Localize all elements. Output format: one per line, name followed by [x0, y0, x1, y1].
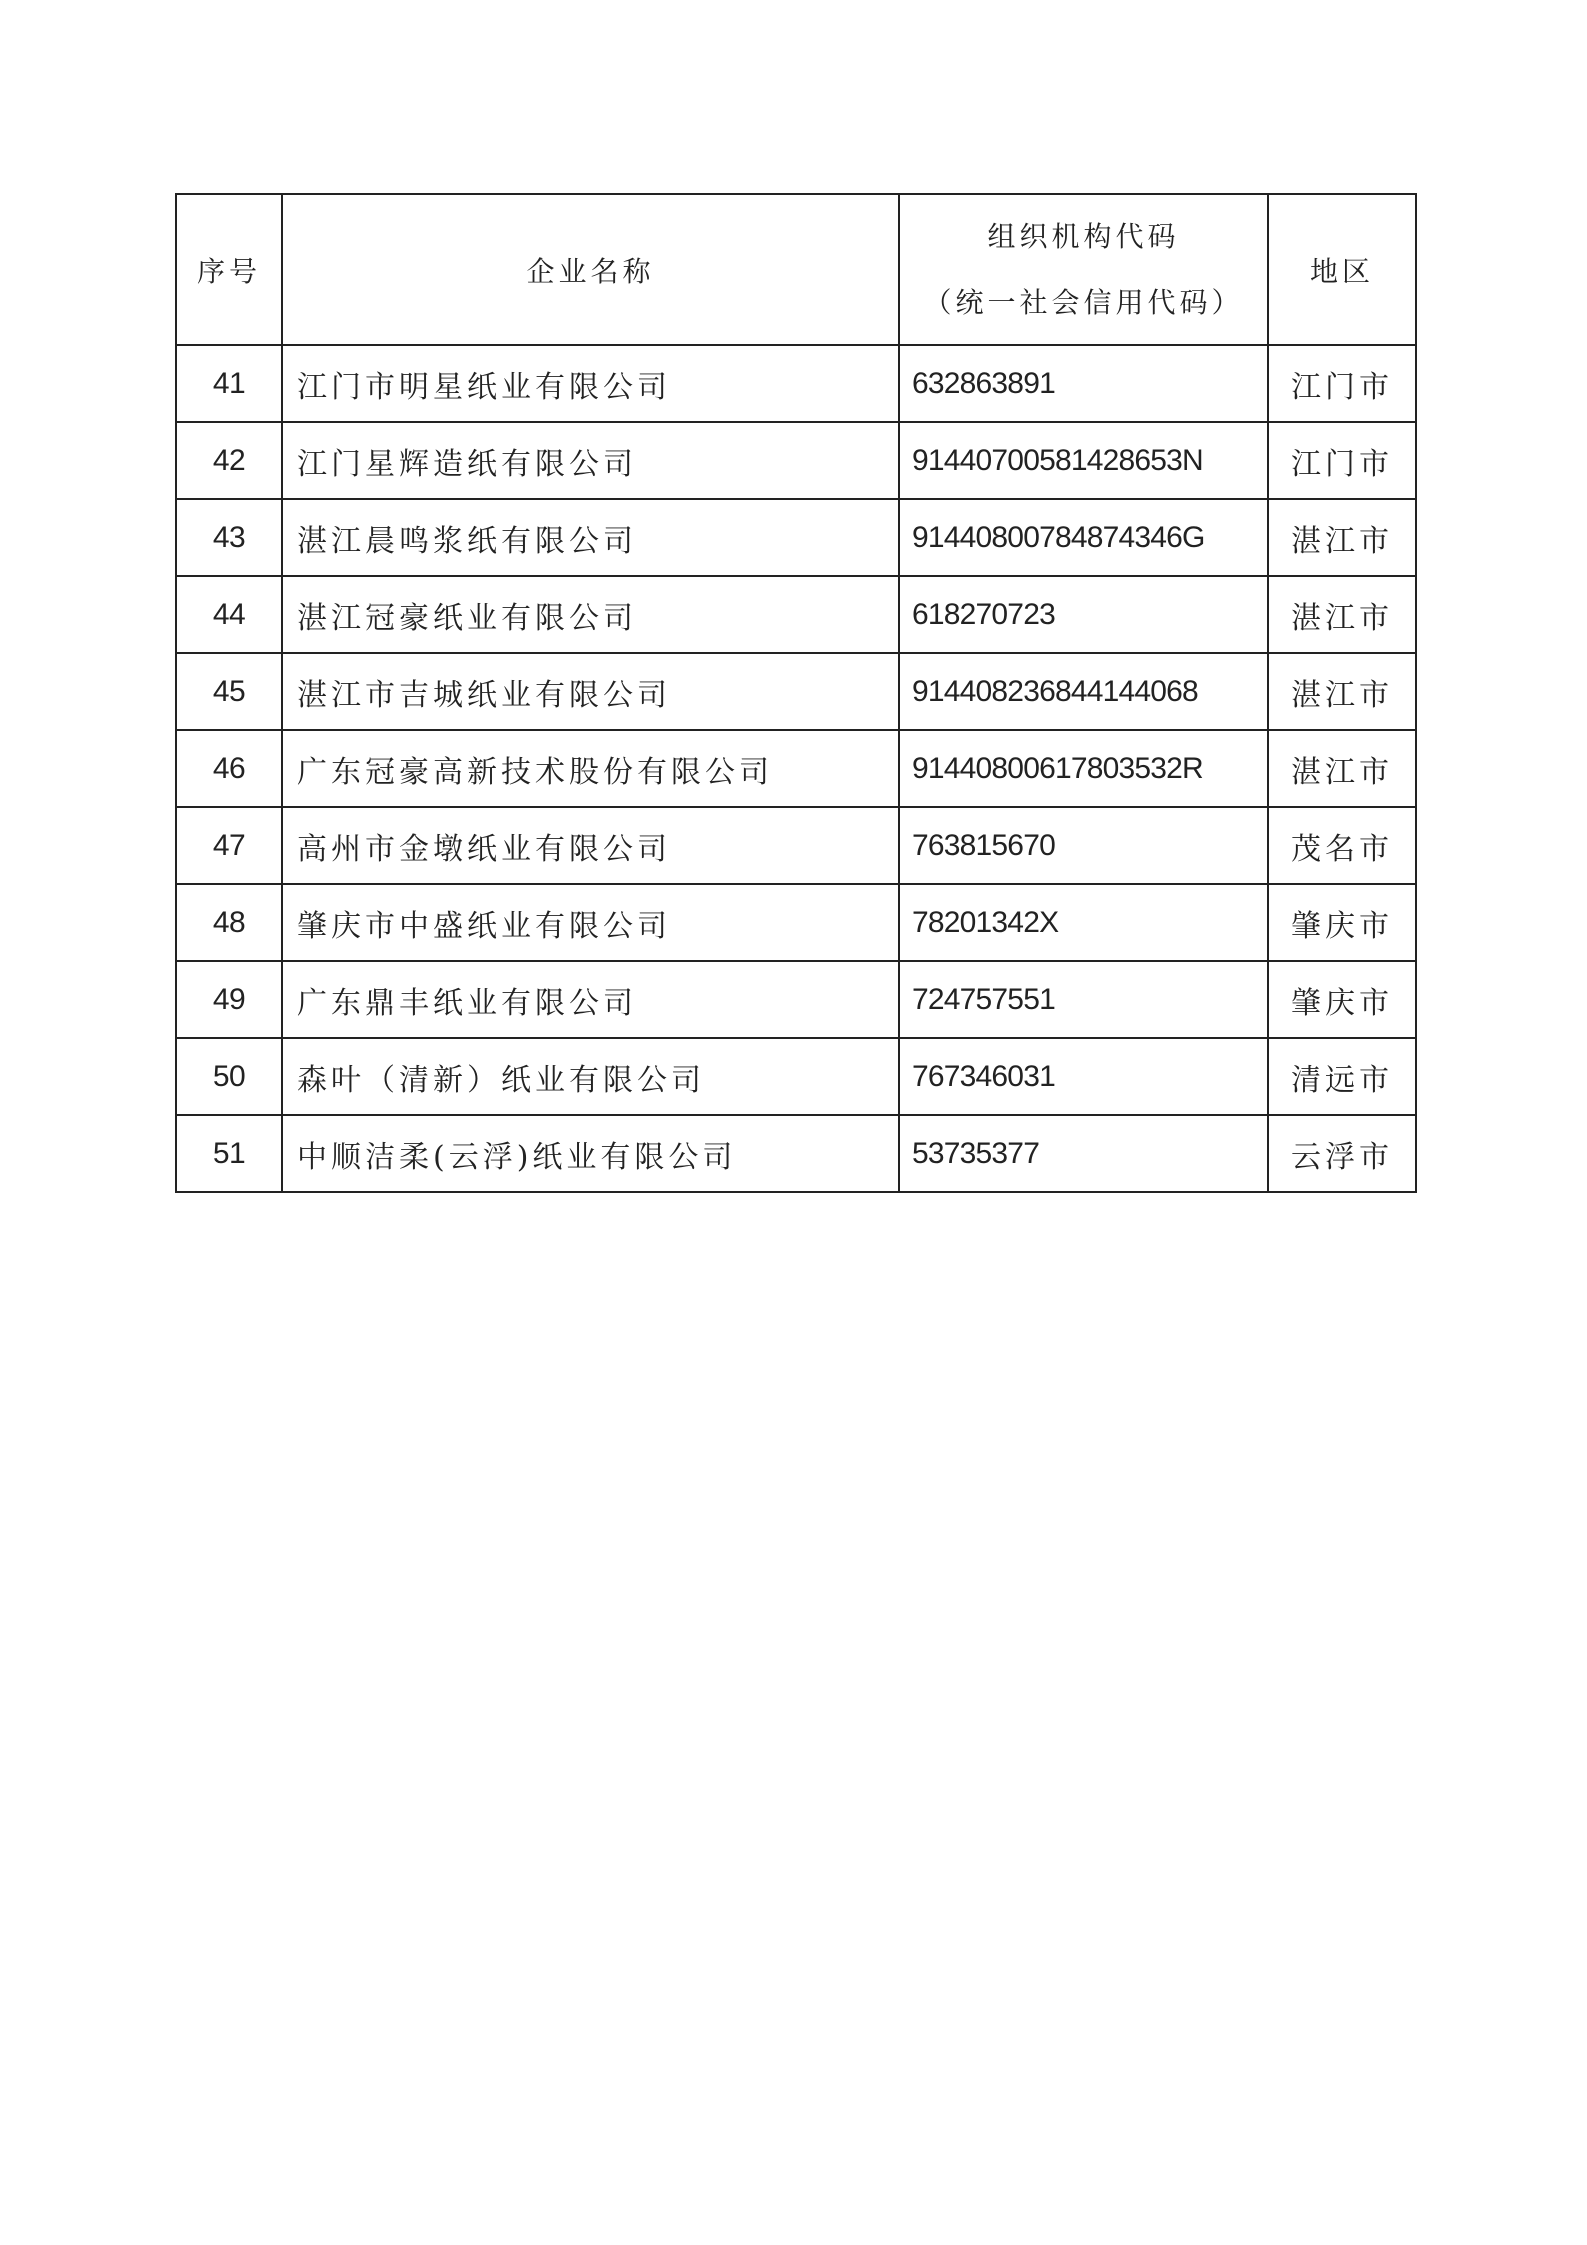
table-row: [176, 730, 1416, 807]
cell-enterprise-name: 湛江晨鸣浆纸有限公司: [282, 499, 899, 576]
header-region: 地区: [1268, 194, 1416, 345]
cell-org-code: 91440800617803532R: [899, 730, 1268, 807]
cell-region: 湛江市: [1268, 576, 1416, 653]
cell-seq: 49: [176, 961, 282, 1038]
cell-region: 江门市: [1268, 422, 1416, 499]
cell-enterprise-name: 中顺洁柔(云浮)纸业有限公司: [282, 1115, 899, 1192]
cell-seq: 43: [176, 499, 282, 576]
cell-enterprise-name: 肇庆市中盛纸业有限公司: [282, 884, 899, 961]
table-row: [176, 499, 1416, 576]
cell-org-code: 53735377: [899, 1115, 1268, 1192]
table-row: [176, 345, 1416, 422]
cell-seq: 51: [176, 1115, 282, 1192]
header-org-code: [899, 194, 1268, 345]
cell-org-code: 763815670: [899, 807, 1268, 884]
cell-org-code: 914408236844144068: [899, 653, 1268, 730]
cell-region: 湛江市: [1268, 653, 1416, 730]
cell-enterprise-name: 江门市明星纸业有限公司: [282, 345, 899, 422]
cell-org-code: 618270723: [899, 576, 1268, 653]
table-header-row: [176, 194, 1416, 345]
table-row: [176, 576, 1416, 653]
cell-enterprise-name: 广东冠豪高新技术股份有限公司: [282, 730, 899, 807]
header-enterprise-name: 企业名称: [282, 194, 899, 345]
table-row: [176, 1115, 1416, 1192]
table-body: [176, 345, 1416, 1192]
cell-region: 湛江市: [1268, 730, 1416, 807]
cell-enterprise-name: 广东鼎丰纸业有限公司: [282, 961, 899, 1038]
cell-seq: 48: [176, 884, 282, 961]
cell-region: 肇庆市: [1268, 961, 1416, 1038]
cell-org-code: 78201342X: [899, 884, 1268, 961]
header-seq: 序号: [176, 194, 282, 345]
header-org-code-line2: （统一社会信用代码）: [923, 285, 1244, 319]
cell-org-code: 724757551: [899, 961, 1268, 1038]
table-row: [176, 1038, 1416, 1115]
cell-region: 江门市: [1268, 345, 1416, 422]
cell-seq: 42: [176, 422, 282, 499]
cell-seq: 50: [176, 1038, 282, 1115]
cell-seq: 41: [176, 345, 282, 422]
cell-enterprise-name: 森叶（清新）纸业有限公司: [282, 1038, 899, 1115]
cell-seq: 47: [176, 807, 282, 884]
cell-enterprise-name: 江门星辉造纸有限公司: [282, 422, 899, 499]
cell-org-code: 632863891: [899, 345, 1268, 422]
cell-region: 茂名市: [1268, 807, 1416, 884]
cell-region: 肇庆市: [1268, 884, 1416, 961]
cell-seq: 46: [176, 730, 282, 807]
cell-org-code: 91440800784874346G: [899, 499, 1268, 576]
table-row: [176, 961, 1416, 1038]
cell-enterprise-name: 高州市金墩纸业有限公司: [282, 807, 899, 884]
table-row: [176, 807, 1416, 884]
cell-seq: 45: [176, 653, 282, 730]
enterprise-table: [175, 193, 1417, 1193]
cell-region: 云浮市: [1268, 1115, 1416, 1192]
table-row: [176, 422, 1416, 499]
cell-enterprise-name: 湛江冠豪纸业有限公司: [282, 576, 899, 653]
cell-region: 清远市: [1268, 1038, 1416, 1115]
cell-seq: 44: [176, 576, 282, 653]
header-org-code-line1: 组织机构代码: [987, 219, 1180, 253]
table-row: [176, 884, 1416, 961]
table-row: [176, 653, 1416, 730]
cell-enterprise-name: 湛江市吉城纸业有限公司: [282, 653, 899, 730]
cell-org-code: 767346031: [899, 1038, 1268, 1115]
cell-region: 湛江市: [1268, 499, 1416, 576]
cell-org-code: 91440700581428653N: [899, 422, 1268, 499]
